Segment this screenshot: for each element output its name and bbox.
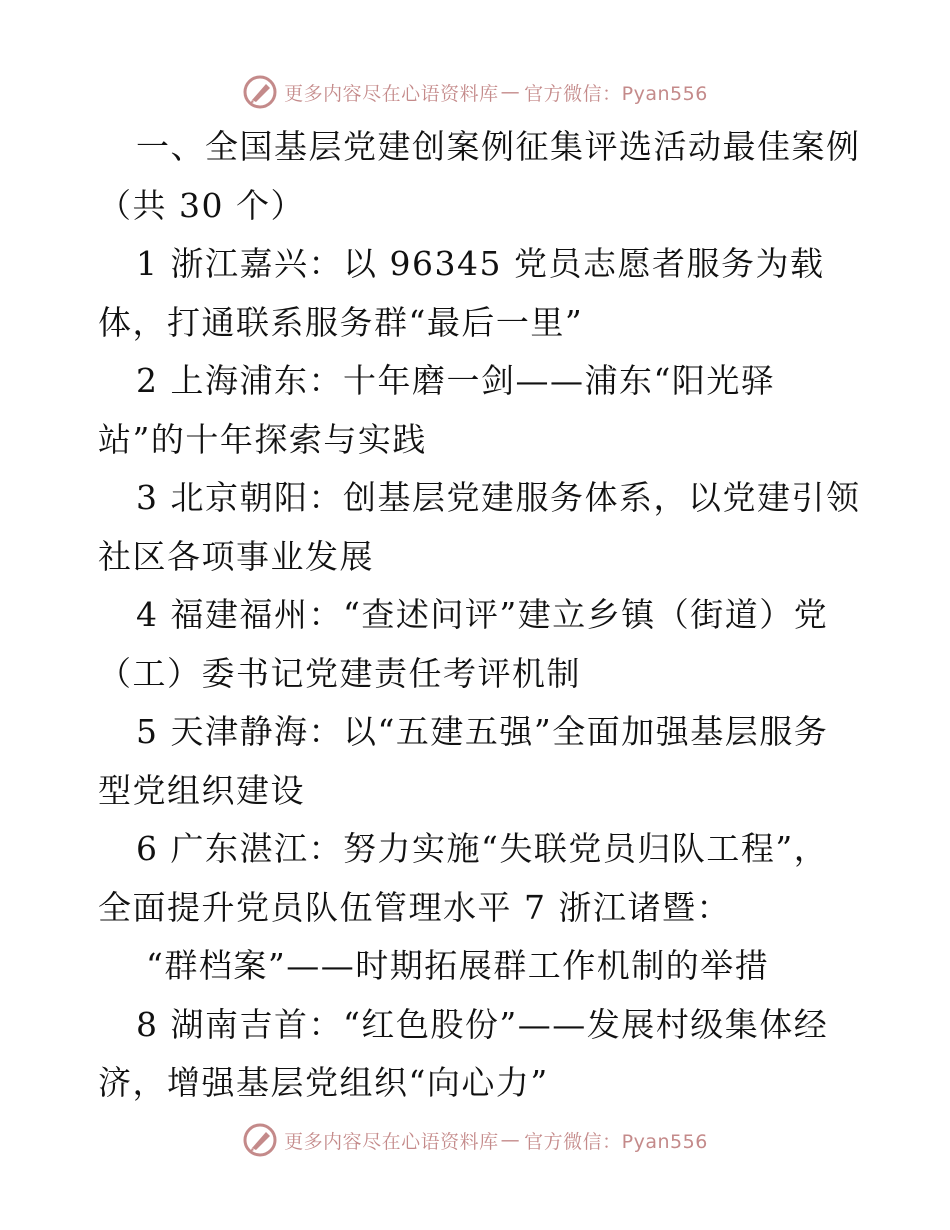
watermark-text: 更多内容尽在心语资料库 (284, 1130, 499, 1153)
case-5-line-1: 5 天津静海：以“五建五强”全面加强基层服务 (136, 712, 829, 751)
case-1-line-1: 1 浙江嘉兴：以 96345 党员志愿者服务为载 (136, 244, 825, 283)
watermark-wechat: 官方微信：Pyan556 (524, 1130, 708, 1153)
watermark-wechat: 官方微信：Pyan556 (524, 82, 708, 105)
pen-logo-icon (242, 74, 278, 110)
case-4-line-2: （工）委书记党建责任考评机制 (98, 653, 581, 693)
watermark-separator: — (500, 81, 521, 103)
case-2-line-1: 2 上海浦东：十年磨一剑——浦东“阳光驿 (136, 361, 776, 400)
case-8-line-1: 8 湖南吉首：“红色股份”——发展村级集体经 (136, 1004, 829, 1044)
case-2-line-2: 站”的十年探索与实践 (98, 419, 427, 459)
case-6-line-2: 全面提升党员队伍管理水平 7 浙江诸暨： (98, 887, 731, 927)
watermark-separator: — (500, 1129, 521, 1151)
heading-line-1: 一、全国基层党建创案例征集评选活动最佳案例 (136, 127, 861, 166)
case-1-line-2: 体，打通联系服务群“最后一里” (98, 302, 584, 342)
case-5-line-2: 型党组织建设 (98, 770, 305, 810)
document-body (98, 118, 861, 1113)
case-3-line-1: 3 北京朝阳：创基层党建服务体系，以党建引领 (136, 478, 861, 517)
case-4-line-1: 4 福建福州：“查述问评”建立乡镇（街道）党 (136, 595, 829, 634)
heading-line-2: （共 30 个） (98, 185, 305, 225)
footer-watermark (0, 1120, 950, 1160)
case-7-line-2: “群档案”——时期拓展群工作机制的举措 (146, 946, 770, 985)
pen-logo-icon (242, 1122, 278, 1158)
case-6-line-1: 6 广东湛江：努力实施“失联党员归队工程”， (136, 829, 829, 868)
header-watermark (0, 72, 950, 112)
case-8-line-2: 济，增强基层党组织“向心力” (98, 1063, 549, 1102)
watermark-text: 更多内容尽在心语资料库 (284, 82, 499, 105)
case-3-line-2: 社区各项事业发展 (98, 536, 374, 576)
